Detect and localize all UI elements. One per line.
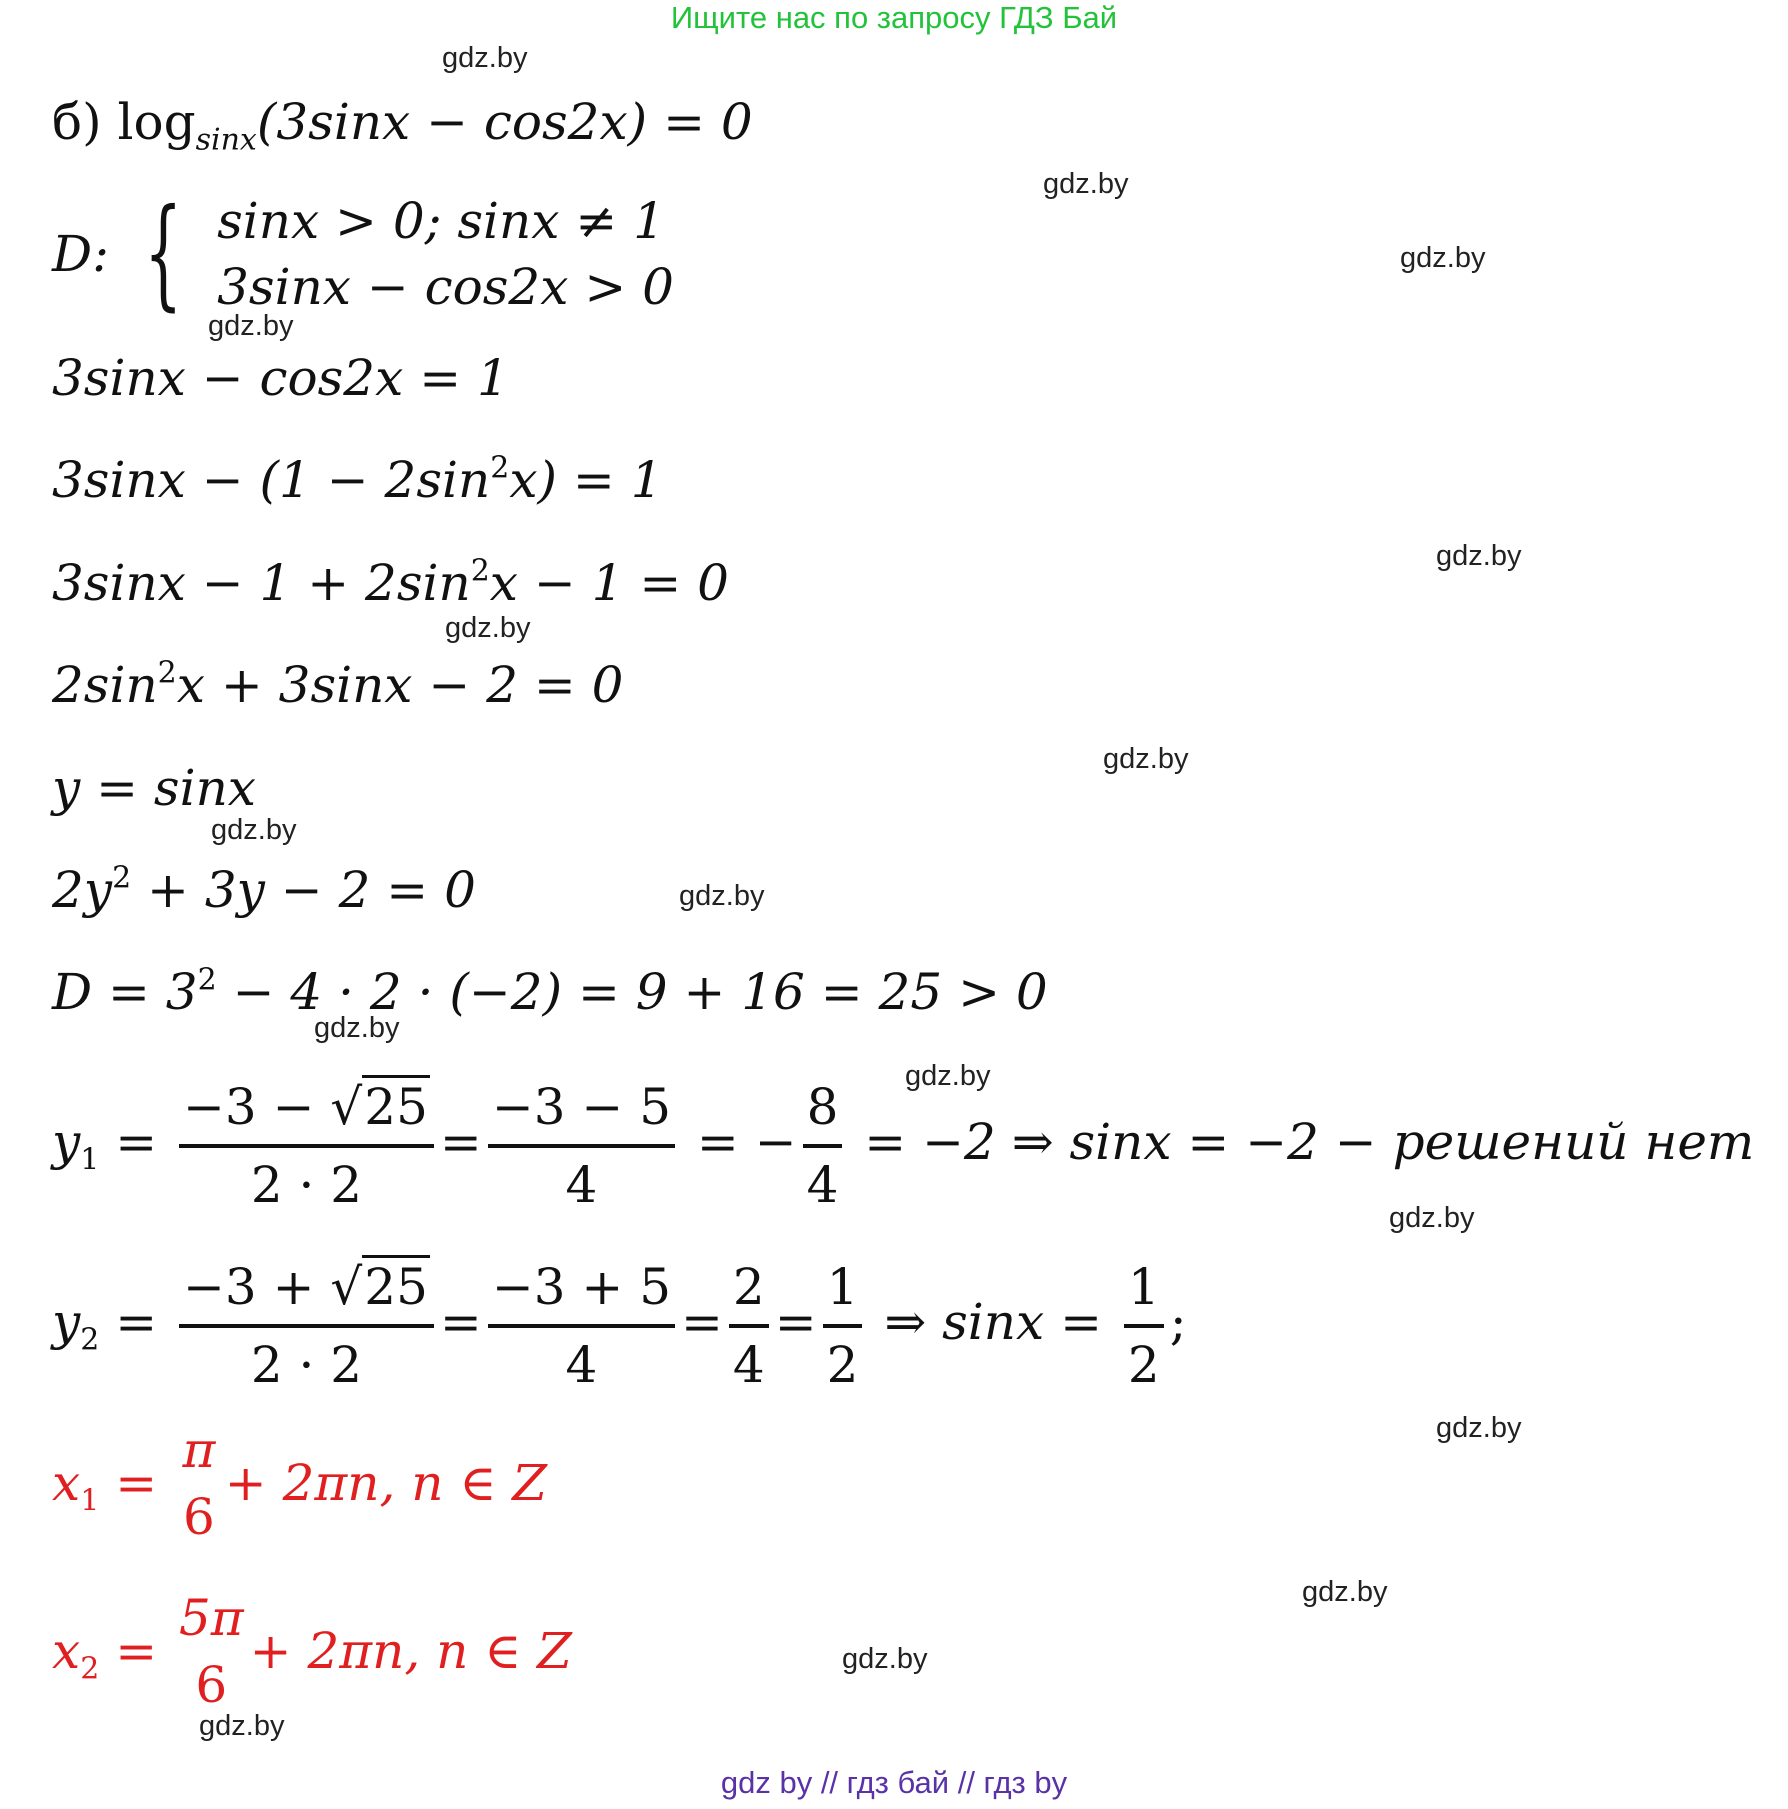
watermark: gdz.by <box>905 1060 991 1092</box>
fraction <box>179 1420 219 1554</box>
math-text: + 2πn, n ∈ Z <box>224 1454 547 1512</box>
fraction <box>1124 1250 1164 1402</box>
equation-line <box>52 758 256 818</box>
math-text: + 3y − 2 = 0 <box>131 861 476 919</box>
watermark: gdz.by <box>314 1012 400 1044</box>
math-text: π <box>182 1421 216 1479</box>
domain-label: D: <box>52 225 109 283</box>
math-text: −3 − 5 <box>488 1070 675 1148</box>
watermark: gdz.by <box>1302 1576 1388 1608</box>
math-text: = <box>99 1454 173 1512</box>
log-prefix: б) log <box>52 93 196 151</box>
math-text: −3 + 5 <box>488 1250 675 1328</box>
system-body <box>217 188 674 320</box>
math-text: x <box>52 1454 81 1512</box>
fraction <box>823 1250 863 1402</box>
footer-links[interactable]: gdz by // гдз бай // гдз by <box>720 1765 1068 1800</box>
fraction <box>179 1070 434 1222</box>
math-text: y = sinx <box>52 759 256 817</box>
log-base: sinx <box>195 122 257 158</box>
math-text: x − 1 = 0 <box>489 554 729 612</box>
math-text: 6 <box>182 1488 215 1546</box>
watermark: gdz.by <box>442 42 528 74</box>
math-text: −3 + √ <box>183 1258 363 1316</box>
math-text: 2 <box>490 450 510 486</box>
watermark: gdz.by <box>1043 168 1129 200</box>
math-text: ⇒ sinx = <box>868 1293 1118 1351</box>
fraction <box>729 1250 769 1402</box>
watermark: gdz.by <box>1400 242 1486 274</box>
math-text: 1 <box>1124 1250 1164 1328</box>
math-text: x) = 1 <box>509 451 663 509</box>
math-text: 1 <box>823 1250 863 1328</box>
math-text: 2 <box>112 860 132 896</box>
equation-line <box>52 450 663 510</box>
watermark: gdz.by <box>445 612 531 644</box>
fraction <box>803 1070 843 1222</box>
math-text: x <box>52 1622 81 1680</box>
math-text: y <box>52 1293 81 1351</box>
math-text: 4 <box>565 1156 598 1214</box>
system-condition-2: 3sinx − cos2x > 0 <box>217 258 674 316</box>
math-text: = <box>99 1113 174 1171</box>
system-condition-1: sinx > 0; sinx ≠ 1 <box>217 192 665 250</box>
math-text: 3sinx − (1 − 2sin <box>52 451 491 509</box>
answer-x1 <box>52 1420 547 1554</box>
watermark: gdz.by <box>1103 743 1189 775</box>
math-text: 4 <box>806 1156 839 1214</box>
math-text: ; <box>1169 1293 1187 1351</box>
math-text: x + 3sinx − 2 = 0 <box>176 656 624 714</box>
equation-line <box>52 348 509 408</box>
watermark: gdz.by <box>1436 1412 1522 1444</box>
watermark: gdz.by <box>211 814 297 846</box>
fraction <box>488 1250 675 1402</box>
math-text: 2 <box>826 1336 859 1394</box>
math-text: 3sinx − cos2x = 1 <box>52 349 509 407</box>
equation-line <box>52 860 476 920</box>
math-text: y <box>52 1113 81 1171</box>
math-text: 6 <box>195 1656 228 1714</box>
fraction <box>179 1250 434 1402</box>
watermark: gdz.by <box>1436 540 1522 572</box>
math-text: = <box>99 1622 173 1680</box>
equation-log <box>52 92 753 158</box>
math-text: 2 <box>1127 1336 1160 1394</box>
math-text: 25 <box>362 1255 430 1316</box>
log-argument: (3sinx − cos2x) = 0 <box>256 93 753 151</box>
math-text: 2y <box>52 861 113 919</box>
math-text: 3sinx − 1 + 2sin <box>52 554 471 612</box>
brace-icon: { <box>143 184 183 323</box>
root-y2: $y_2$ = $\frac{-3 + √25}{2 \cdot 2}$ = $\frac{-3 + 5}{4}$ = $\frac{2}{4}$ = $\frac{1}{2}$ ⇒ sinx = $\frac{1}{2}$ ; <box>52 1250 1187 1402</box>
discriminant-line <box>52 962 1048 1022</box>
math-text: + 2πn, n ∈ Z <box>249 1622 572 1680</box>
math-text: 2sin <box>52 656 158 714</box>
math-text: 4 <box>732 1336 765 1394</box>
fraction <box>488 1070 675 1222</box>
math-text: 1 <box>80 1142 100 1178</box>
math-text: = <box>99 1293 174 1351</box>
equation-line <box>52 655 624 715</box>
watermark: gdz.by <box>199 1710 285 1742</box>
math-text: 2 <box>80 1322 100 1358</box>
math-text: 2 <box>197 962 217 998</box>
watermark: gdz.by <box>679 880 765 912</box>
answer-x2 <box>52 1588 572 1722</box>
fraction <box>179 1588 244 1722</box>
math-text: − 4 · 2 · (−2) = 9 + 16 = 25 > 0 <box>216 963 1048 1021</box>
math-text: 1 <box>80 1483 100 1519</box>
watermark: gdz.by <box>842 1643 928 1675</box>
math-text: 2 · 2 <box>250 1336 363 1394</box>
math-text: = −2 ⇒ sinx = −2 − решений нет <box>848 1113 1755 1171</box>
math-text: D = 3 <box>52 963 198 1021</box>
domain-system <box>52 184 674 323</box>
math-text: −3 − √ <box>183 1078 363 1136</box>
math-text: 2 <box>470 553 490 589</box>
math-text: 2 <box>729 1250 769 1328</box>
watermark: gdz.by <box>208 310 294 342</box>
math-text: 2 <box>157 655 177 691</box>
math-text: = − <box>681 1113 797 1171</box>
math-text: 4 <box>565 1336 598 1394</box>
math-text: 2 <box>80 1651 100 1687</box>
root-y1: $y_1$ = $\frac{-3 - √25}{2 \cdot 2}$ = $\frac{-3 - 5}{4}$ = − $\frac{8}{4}$ = −2 ⇒ sinx = −2 − решений нет <box>52 1070 1754 1222</box>
math-text: 5π <box>178 1589 244 1647</box>
search-banner[interactable]: Ищите нас по запросу ГДЗ Бай <box>670 0 1118 35</box>
math-text: 8 <box>803 1070 843 1148</box>
watermark: gdz.by <box>1389 1202 1475 1234</box>
math-text: 2 · 2 <box>250 1156 363 1214</box>
equation-line <box>52 553 729 613</box>
math-text: 25 <box>362 1075 430 1136</box>
